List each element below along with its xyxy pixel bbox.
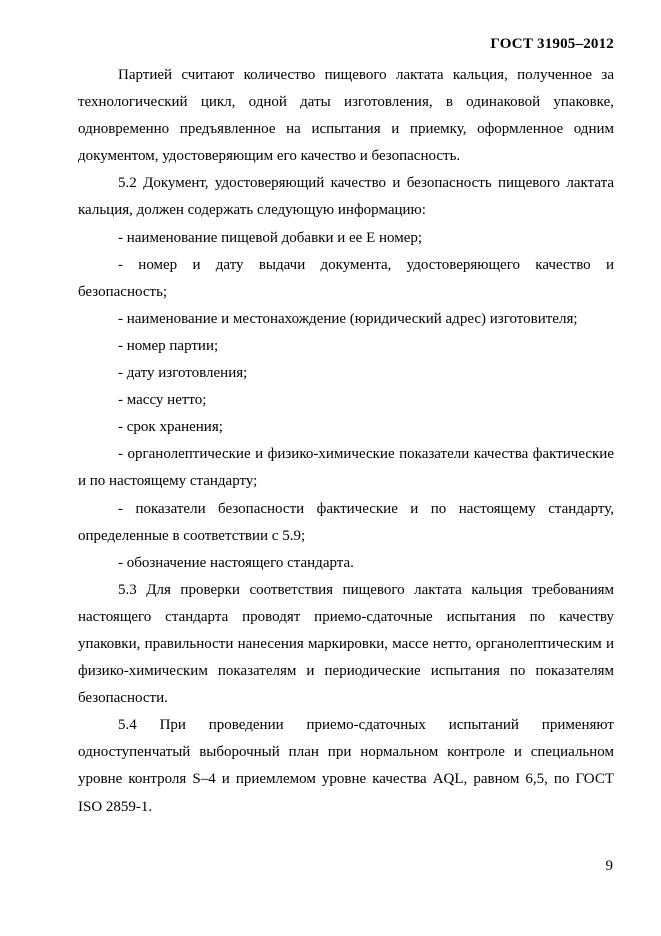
list-item-net-mass: - массу нетто; bbox=[118, 392, 207, 409]
list-item-manufacture-date: - дату изготовления; bbox=[118, 365, 248, 382]
list-item-manufacturer: - наименование и местонахождение (юридический адрес) изготовителя; bbox=[118, 310, 578, 327]
page-number: 9 bbox=[605, 858, 613, 874]
paragraph-5-3: 5.3 Для проверки соответствия пищевого лактата кальция требованиям настоящего стандарта проводят приемо-сдаточные испытания по качеству упаковки, правильности нанесения маркировки, массе нетто, органолептическим и физико-химическим показателям и периодические испытания по показателям безопасности. bbox=[78, 581, 614, 707]
list-item-quality-indicators: - органолептические и физико-химические показатели качества фактические и по настоящему стандарту; bbox=[78, 446, 614, 490]
list-item-lot-number: - номер партии; bbox=[118, 337, 219, 354]
document-body bbox=[78, 62, 614, 821]
list-item-safety-indicators: - показатели безопасности фактические и по настоящему стандарту, определенные в соответствии с 5.9; bbox=[78, 500, 614, 544]
paragraph-5-2: 5.2 Документ, удостоверяющий качество и безопасность пищевого лактата кальция, должен содержать следующую информацию: bbox=[78, 175, 614, 219]
document-code: ГОСТ 31905–2012 bbox=[490, 36, 614, 52]
list-item-additive-name: - наименование пищевой добавки и ее Е номер; bbox=[118, 229, 423, 246]
list-item-standard-designation: - обозначение настоящего стандарта. bbox=[118, 554, 354, 571]
list-item-shelf-life: - срок хранения; bbox=[118, 419, 223, 436]
list-item-document-number: - номер и дату выдачи документа, удостоверяющего качество и безопасность; bbox=[78, 256, 614, 300]
paragraph-5-4: 5.4 При проведении приемо-сдаточных испытаний применяют одноступенчатый выборочный план при нормальном контроле и специальном уровне контроля S–4 и приемлемом уровне качества AQL, равном 6,5, по ГОСТ ISO 2859-1. bbox=[78, 717, 614, 815]
paragraph-lot-definition: Партией считают количество пищевого лактата кальция, полученное за технологический цикл, одной даты изготовления, в одинаковой упаковке, одновременно предъявленное на испытания и приемку, оформленное одним документом, удостоверяющим его качество и безопасность. bbox=[78, 67, 614, 165]
